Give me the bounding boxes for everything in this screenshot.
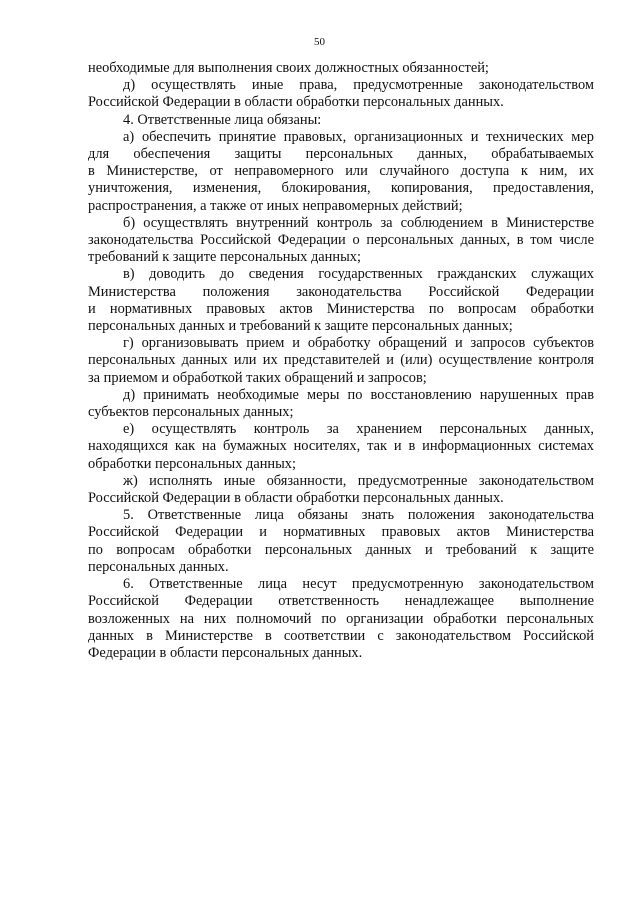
text-line: 4. Ответственные лица обязаны: (123, 111, 322, 128)
text-line: д) принимать необходимые меры по восстановлению нарушенных прав (123, 386, 594, 403)
text-line: законодательства Российской Федерации о персональных данных, в том числе (88, 232, 594, 249)
paragraph (88, 77, 594, 111)
paragraph (88, 60, 594, 77)
text-line: по вопросам обработки персональных данных и требований к защите (88, 541, 594, 558)
text-line: г) организовывать прием и обработку обращений и запросов субъектов (123, 335, 594, 352)
paragraph (88, 335, 594, 387)
text-line: 5. Ответственные лица обязаны знать положения законодательства (123, 507, 594, 524)
text-line: необходимые для выполнения своих должностных обязанностей; (88, 60, 489, 76)
text-line: Российской Федерации в области обработки персональных данных. (88, 94, 504, 111)
text-line: субъектов персональных данных; (88, 404, 294, 421)
paragraph (88, 576, 594, 662)
text-line: е) осуществлять контроль за хранением персональных данных, (123, 421, 594, 438)
text-line: б) осуществлять внутренний контроль за соблюдением в Министерстве (123, 214, 594, 231)
text-line: за приемом и обработкой таких обращений и запросов; (88, 369, 427, 386)
paragraph (88, 112, 594, 129)
text-line: требований к защите персональных данных; (88, 249, 361, 266)
paragraph (88, 129, 594, 215)
text-line: д) осуществлять иные права, предусмотренные законодательством (123, 77, 594, 94)
text-line: 6. Ответственные лица несут предусмотренную законодательством (123, 576, 594, 593)
text-line: данных в Министерстве в соответствии с законодательством Российской (88, 627, 594, 644)
paragraph (88, 215, 594, 267)
text-line: обработки персональных данных; (88, 455, 296, 472)
paragraph (88, 473, 594, 507)
paragraph (88, 421, 594, 473)
text-line: а) обеспечить принятие правовых, организационных и технических мер (123, 128, 594, 145)
page-number: 50 (314, 36, 325, 48)
paragraph (88, 387, 594, 421)
text-line: для обеспечения защиты персональных данных, обрабатываемых (88, 146, 594, 163)
text-line: в) доводить до сведения государственных гражданских служащих (123, 266, 594, 283)
text-line: Федерации в области персональных данных. (88, 644, 363, 661)
text-line: уничтожения, изменения, блокирования, копирования, предоставления, (88, 180, 594, 197)
text-line: персональных данных и требований к защите персональных данных; (88, 318, 513, 335)
text-line: находящихся как на бумажных носителях, так и в информационных системах (88, 438, 594, 455)
text-line: Российской Федерации ответственность ненадлежащее выполнение (88, 593, 594, 610)
text-line: ж) исполнять иные обязанности, предусмотренные законодательством (123, 472, 594, 489)
text-line: Российской Федерации в области обработки персональных данных. (88, 490, 504, 507)
text-line: распространения, а также от иных неправомерных действий; (88, 197, 463, 214)
document-body (88, 60, 594, 662)
text-line: Российской Федерации и нормативных правовых актов Министерства (88, 524, 594, 541)
text-line: и нормативных правовых актов Министерства по вопросам обработки (88, 300, 594, 317)
text-line: Министерства положения законодательства Российской Федерации (88, 283, 594, 300)
text-line: персональных данных или их представителей и (или) осуществление контроля (88, 352, 594, 369)
text-line: персональных данных. (88, 558, 229, 575)
text-line: в Министерстве, от неправомерного или случайного доступа к ним, их (88, 163, 594, 180)
text-line: возложенных на них полномочий по организации обработки персональных (88, 610, 594, 627)
paragraph (88, 266, 594, 335)
paragraph (88, 507, 594, 576)
